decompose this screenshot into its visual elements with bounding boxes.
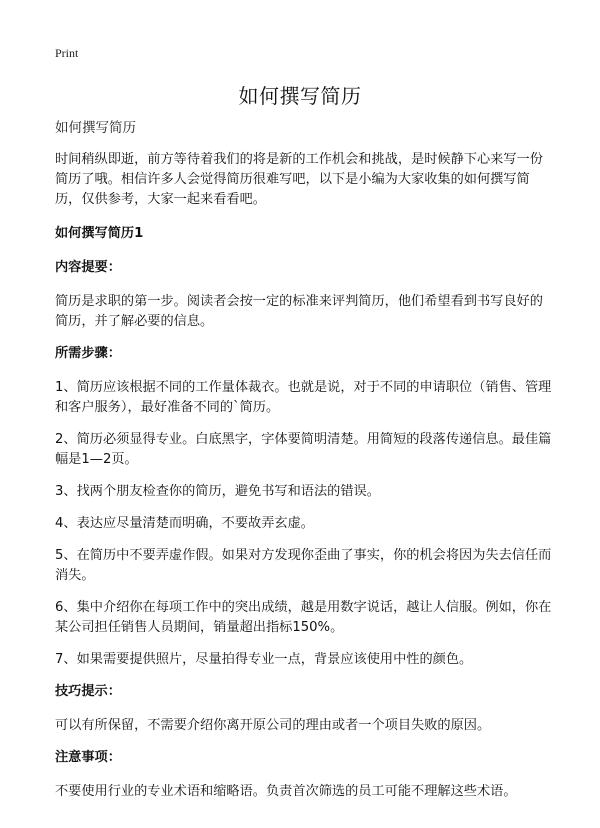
step-item: 4、表达应尽量清楚而明确，不要故弄玄虚。	[55, 516, 314, 531]
page-title: 如何撰写简历	[238, 84, 362, 108]
section-title: 如何撰写简历1	[55, 226, 144, 241]
step-item: 2、简历必须显得专业。白底黑字，字体要简明清楚。用简短的段落传递信息。最佳篇幅是1—2页。	[55, 432, 552, 467]
step-item: 7、如果需要提供照片，尽量拍得专业一点，背景应该使用中性的颜色。	[55, 652, 473, 667]
summary-heading: 内容提要：	[55, 260, 121, 275]
tips-text: 可以有所保留，不需要介绍你离开原公司的理由或者一个项目失败的原因。	[55, 718, 491, 733]
summary-text: 简历是求职的第一步。阅读者会按一定的标准来评判简历，他们希望看到书写良好的简历，并了解必要的信息。	[55, 294, 543, 329]
print-label: Print	[55, 46, 79, 60]
steps-heading: 所需步骤：	[55, 346, 121, 361]
step-item: 5、在简历中不要弄虚作假。如果对方发现你歪曲了事实，你的机会将因为失去信任而消失。	[55, 548, 552, 583]
notes-heading: 注意事项：	[55, 750, 121, 765]
document-body	[55, 118, 555, 814]
step-item: 3、找两个朋友检查你的简历，避免书写和语法的错误。	[55, 484, 380, 499]
intro-paragraph: 时间稍纵即逝，前方等待着我们的将是新的工作机会和挑战，是时候静下心来写一份简历了哦。相信许多人会觉得简历很难写吧，以下是小编为大家收集的如何撰写简历，仅供参考，大家一起来看看吧。	[55, 152, 543, 207]
notes-text: 不要使用行业的专业术语和缩略语。负责首次筛选的员工可能不理解这些术语。	[55, 784, 517, 799]
step-item: 1、简历应该根据不同的工作量体裁衣。也就是说，对于不同的申请职位（销售、管理和客户服务），最好准备不同的`简历。	[55, 380, 552, 415]
document-subtitle: 如何撰写简历	[55, 120, 136, 136]
step-item: 6、集中介绍你在每项工作中的突出成绩，越是用数字说话，越让人信服。例如，你在某公司担任销售人员期间，销量超出指标150%。	[55, 600, 552, 635]
tips-heading: 技巧提示：	[55, 684, 121, 699]
